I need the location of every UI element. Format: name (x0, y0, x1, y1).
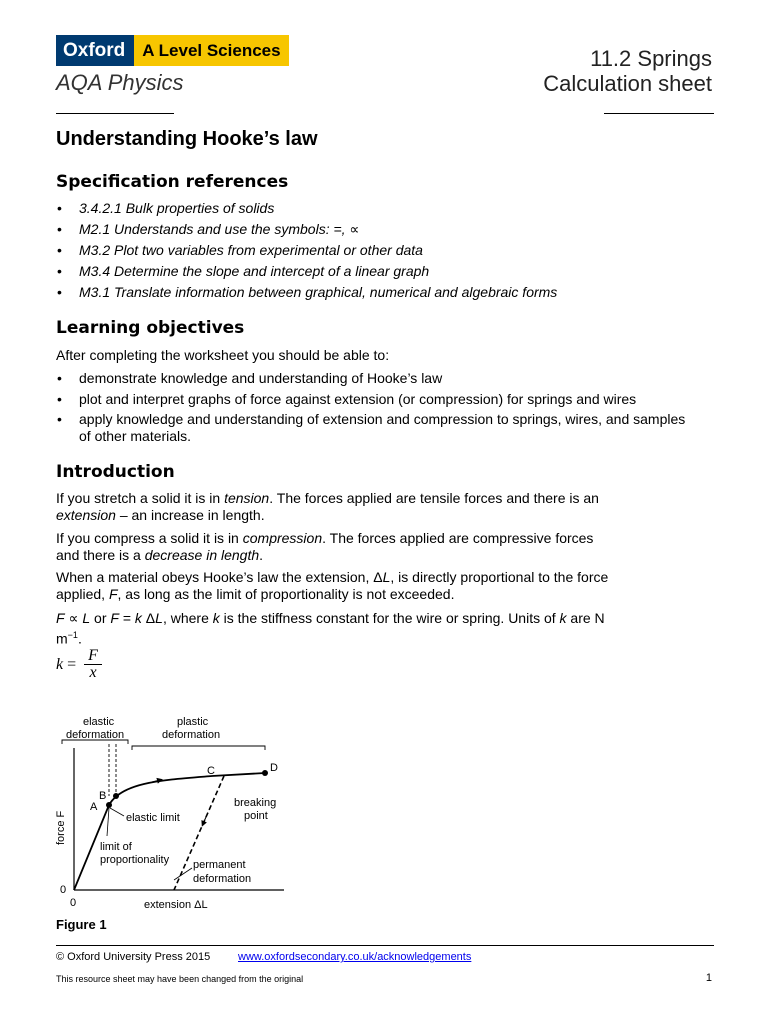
point-d-label: D (270, 762, 278, 774)
objectives-heading: Learning objectives (56, 318, 245, 338)
equation-equals: = (63, 655, 81, 673)
objectives-list (56, 370, 696, 448)
brand-series: A Level Sciences (134, 35, 288, 66)
text: . The forces applied are tensile forces and there is an (269, 490, 599, 506)
spec-item: • M3.1 Translate information between graphical, numerical and algebraic forms (56, 284, 557, 305)
text: = (118, 610, 135, 626)
text: If you compress a solid it is in (56, 530, 243, 546)
force-extension-graph (52, 710, 292, 915)
text: . The forces applied are compressive forces and there is a (56, 530, 594, 563)
superscript: −1 (67, 629, 78, 640)
symbol-f: F (56, 610, 65, 626)
elastic-limit-label: elastic limit (126, 812, 180, 824)
acknowledgements-link[interactable]: www.oxfordsecondary.co.uk/acknowledgements (238, 951, 472, 963)
text: , where (162, 610, 213, 626)
point-c-label: C (207, 765, 215, 777)
proportionality-leader (107, 808, 109, 836)
equation-fraction (84, 648, 102, 681)
breaking-label-1: breaking (234, 797, 277, 809)
spec-list (56, 200, 557, 305)
plastic-label-2: deformation (162, 729, 221, 741)
symbol-l: L (155, 610, 163, 626)
y-axis-label: force F (55, 810, 67, 845)
objectives-intro: After completing the worksheet you should be able to: (56, 347, 390, 363)
text: are N m (56, 610, 605, 647)
plastic-label-1: plastic (177, 716, 209, 728)
text: ∝ (64, 610, 83, 626)
header-rule-right (604, 113, 714, 114)
elastic-limit-leader (110, 808, 124, 816)
header-rule-left (56, 113, 174, 114)
symbol-k: k (134, 610, 142, 626)
symbol-l: L (82, 610, 91, 626)
symbol-k: k (212, 610, 220, 626)
point-b-label: B (99, 790, 107, 802)
symbol-f: F (108, 585, 118, 602)
brand-oxford: Oxford (56, 35, 134, 66)
objective-item: • apply knowledge and understanding of extension and compression to springs, wires, and samples of other materials. (56, 411, 696, 444)
term-decrease: decrease in length (144, 546, 260, 563)
text: When a material obeys Hooke’s law the extension, Δ (56, 569, 383, 585)
text: , is directly proportional to the force applied, (56, 569, 609, 602)
term-extension: extension (56, 506, 116, 523)
breaking-label-2: point (244, 810, 268, 822)
spec-heading: Specification references (56, 172, 289, 192)
point-a-label: A (90, 801, 98, 813)
symbol-k: k (559, 610, 567, 626)
intro-paragraph-3 (56, 569, 616, 602)
term-tension: tension (224, 490, 270, 506)
resource-notice: This resource sheet may have been changed from the original (56, 974, 304, 984)
spec-item: • M3.4 Determine the slope and intercept of a linear graph (56, 263, 557, 284)
equation-denominator: x (89, 664, 97, 681)
page-number: 1 (705, 972, 712, 984)
unloading-arrow (203, 817, 206, 824)
text: . (77, 630, 82, 647)
objective-item: • demonstrate knowledge and understanding of Hooke’s law (56, 370, 696, 387)
document-title-line2: Calculation sheet (543, 71, 712, 96)
stiffness-equation (56, 648, 102, 681)
subject-title: AQA Physics (56, 70, 184, 95)
point-a-marker (106, 802, 112, 808)
limit-label-2: proportionality (100, 854, 170, 866)
intro-paragraph-1 (56, 490, 606, 523)
equation-numerator: F (84, 648, 102, 665)
text: . (259, 546, 264, 563)
intro-paragraph-4 (56, 610, 616, 647)
document-title-line1: 11.2 Springs (590, 46, 712, 71)
intro-paragraph-2 (56, 530, 596, 563)
permanent-label-1: permanent (193, 859, 246, 871)
introduction-heading: Introduction (56, 462, 175, 482)
term-compression: compression (242, 530, 323, 546)
elastic-label-1: elastic (83, 716, 115, 728)
equation-lhs: k (56, 655, 64, 673)
spec-item: • M2.1 Understands and use the symbols: =, ∝ (56, 221, 557, 242)
spec-item: • 3.4.2.1 Bulk properties of solids (56, 200, 557, 221)
figure-caption: Figure 1 (56, 917, 107, 932)
permanent-label-2: deformation (193, 873, 252, 885)
brand-logo (56, 35, 289, 66)
document-title (543, 46, 712, 96)
page-title: Understanding Hooke’s law (56, 128, 318, 150)
symbol-f: F (110, 610, 119, 626)
limit-label-1: limit of (100, 841, 132, 853)
permanent-leader (174, 868, 192, 880)
x-axis-label: extension ΔL (144, 899, 208, 911)
plastic-bracket (132, 746, 265, 750)
text: Δ (141, 610, 156, 626)
text: is the stiffness constant for the wire or spring. Units of (219, 610, 560, 626)
text: or (90, 610, 111, 626)
text: If you stretch a solid it is in (56, 490, 225, 506)
spec-item: • M3.2 Plot two variables from experimental or other data (56, 242, 557, 263)
point-b-marker (113, 793, 119, 799)
copyright: © Oxford University Press 2015 (56, 951, 211, 963)
elastic-label-2: deformation (66, 729, 125, 741)
text: , as long as the limit of proportionality is not exceeded. (117, 585, 455, 602)
symbol-l: L (382, 569, 391, 585)
origin-x-label: 0 (70, 897, 77, 909)
origin-y-label: 0 (60, 884, 67, 896)
point-d-marker (262, 770, 268, 776)
objective-item: • plot and interpret graphs of force against extension (or compression) for springs and wires (56, 391, 696, 408)
text: – an increase in length. (115, 506, 265, 523)
footer-rule (56, 945, 714, 946)
